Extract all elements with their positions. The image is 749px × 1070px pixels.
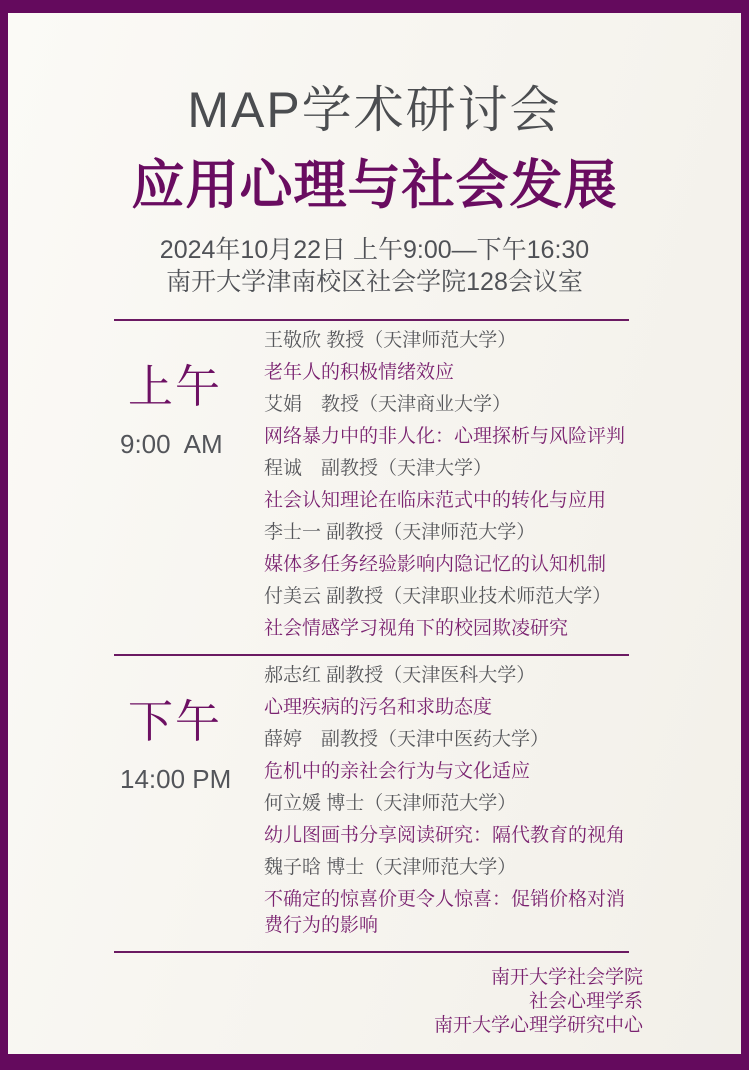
talk-line: 幼儿图画书分享阅读研究：隔代教育的视角 <box>264 825 626 846</box>
session-morning-items <box>264 328 629 648</box>
poster-title: MAP学术研讨会 <box>187 82 562 138</box>
talk-line: 危机中的亲社会行为与文化适应 <box>264 761 531 782</box>
speaker-line: 付美云 副教授（天津职业技术师范大学） <box>264 586 612 607</box>
poster-footer <box>8 966 741 1038</box>
speaker-line: 郝志红 副教授（天津医科大学） <box>264 665 536 686</box>
session-morning-time: 9:00 AM <box>120 429 223 459</box>
speaker-line: 艾娟 教授（天津商业大学） <box>264 394 512 415</box>
talk-line: 网络暴力中的非人化：心理探析与风险评判 <box>264 426 626 447</box>
speaker-line: 王敬欣 教授（天津师范大学） <box>264 330 517 351</box>
session-morning-name: 上午 <box>128 361 223 412</box>
talk-line: 媒体多任务经验影响内隐记忆的认知机制 <box>264 554 607 575</box>
session-afternoon-label-column <box>114 663 264 945</box>
talk-line: 心理疾病的污名和求助态度 <box>264 697 493 718</box>
talk-line: 老年人的积极情绪效应 <box>264 362 455 383</box>
event-venue: 南开大学津南校区社会学院128会议室 <box>166 268 583 296</box>
speaker-line: 何立媛 博士（天津师范大学） <box>264 793 517 814</box>
poster-header <box>8 13 741 296</box>
talk-line: 不确定的惊喜价更令人惊喜：促销价格对消费行为的影响 <box>264 889 626 936</box>
speaker-line: 程诚 副教授（天津大学） <box>264 458 493 479</box>
organizer-line: 南开大学社会学院 <box>490 967 643 988</box>
poster-subtitle: 应用心理与社会发展 <box>131 156 618 215</box>
schedule <box>114 319 629 951</box>
speaker-line: 魏子晗 博士（天津师范大学） <box>264 857 517 878</box>
event-datetime: 2024年10月22日 上午9:00—下午16:30 <box>159 236 590 264</box>
session-afternoon-items <box>264 663 629 945</box>
talk-line: 社会认知理论在临床范式中的转化与应用 <box>264 490 607 511</box>
session-afternoon <box>114 654 629 951</box>
organizer-line: 社会心理学系 <box>528 991 643 1012</box>
speaker-line: 李士一 副教授（天津师范大学） <box>264 522 536 543</box>
talk-line: 社会情感学习视角下的校园欺凌研究 <box>264 618 569 639</box>
session-afternoon-time: 14:00 PM <box>120 764 232 794</box>
footer-divider <box>114 951 629 953</box>
organizer-line: 南开大学心理学研究中心 <box>433 1015 643 1036</box>
session-afternoon-name: 下午 <box>128 696 223 747</box>
session-morning <box>114 319 629 654</box>
session-morning-label-column <box>114 328 264 648</box>
speaker-line: 薛婷 副教授（天津中医药大学） <box>264 729 550 750</box>
